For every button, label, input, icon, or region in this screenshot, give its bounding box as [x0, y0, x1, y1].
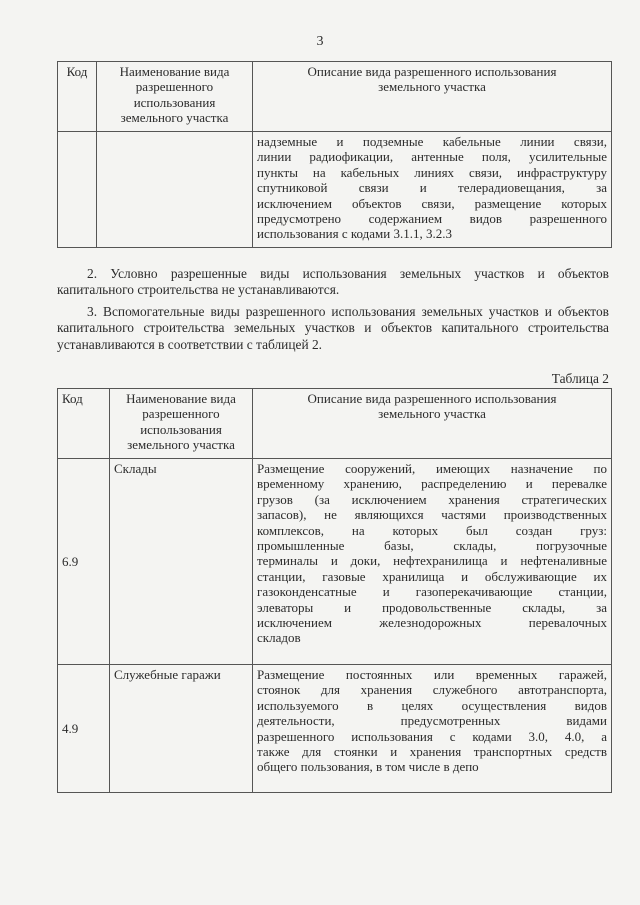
cell-name: Служебные гаражи: [110, 665, 253, 793]
cell-description: Размещение постоянных или временных гаражей, стоянок для хранения служебного автотранспорта, используемого в целях осуществления видов деятельности, предусмотренных видами разрешенного использования с кодами 3.0, 4.0, а также для стоянки и хранения транспортных средств общего пользования, в том числе в депо: [253, 665, 612, 793]
header-description: Описание вида разрешенного использования земельного участка: [253, 389, 612, 459]
header-code: Код: [58, 389, 110, 459]
table-row: [58, 459, 612, 665]
table-header-row: [58, 62, 612, 132]
cell-description: надземные и подземные кабельные линии связи, линии радиофикации, антенные поля, усилительные пункты на кабельных линиях связи, инфраструктуру спутниковой связи и телерадиовещания, за исключением объектов связи, размещение которых предусмотрено содержанием видов разрешенного использования с кодами 3.1.1, 3.2.3: [253, 132, 612, 248]
table-row: [58, 665, 612, 793]
table-header-row: [58, 389, 612, 459]
cell-code: [58, 132, 97, 248]
table-continuation: [57, 61, 612, 248]
paragraph-auxiliary-uses: 3. Вспомогательные виды разрешенного использования земельных участков и объектов капитального строительства земельных участков и объектов капитального строительства устанавливаются в соответствии с таблицей 2.: [57, 304, 609, 352]
cell-name: Склады: [110, 459, 253, 665]
header-name: Наименование вида разрешенного использования земельного участка: [97, 62, 253, 132]
table-row: [58, 132, 612, 248]
cell-code: 4.9: [58, 665, 110, 793]
header-description: Описание вида разрешенного использования земельного участка: [253, 62, 612, 132]
page-number: 3: [316, 34, 324, 49]
cell-description: Размещение сооружений, имеющих назначение по временному хранению, распределению и перевалке грузов (за исключением хранения стратегических запасов), не являющихся частями производственных комплексов, на которых был создан груз: промышленные базы, склады, погрузочные терминалы и доки, нефтехранилища и нефтеналивные станции, газовые хранилища и обслуживающие их газоконденсатные и газоперекачивающие станции, элеваторы и продовольственные склады, за исключением железнодорожных перевалочных складов: [253, 459, 612, 665]
paragraph-conditional-uses: 2. Условно разрешенные виды использования земельных участков и объектов капитального строительства не устанавливаются.: [57, 266, 609, 298]
table-2: [57, 388, 612, 793]
cell-code: 6.9: [58, 459, 110, 665]
header-code: Код: [58, 62, 97, 132]
table-caption: Таблица 2: [551, 371, 609, 386]
header-name: Наименование вида разрешенного использования земельного участка: [110, 389, 253, 459]
cell-name: [97, 132, 253, 248]
